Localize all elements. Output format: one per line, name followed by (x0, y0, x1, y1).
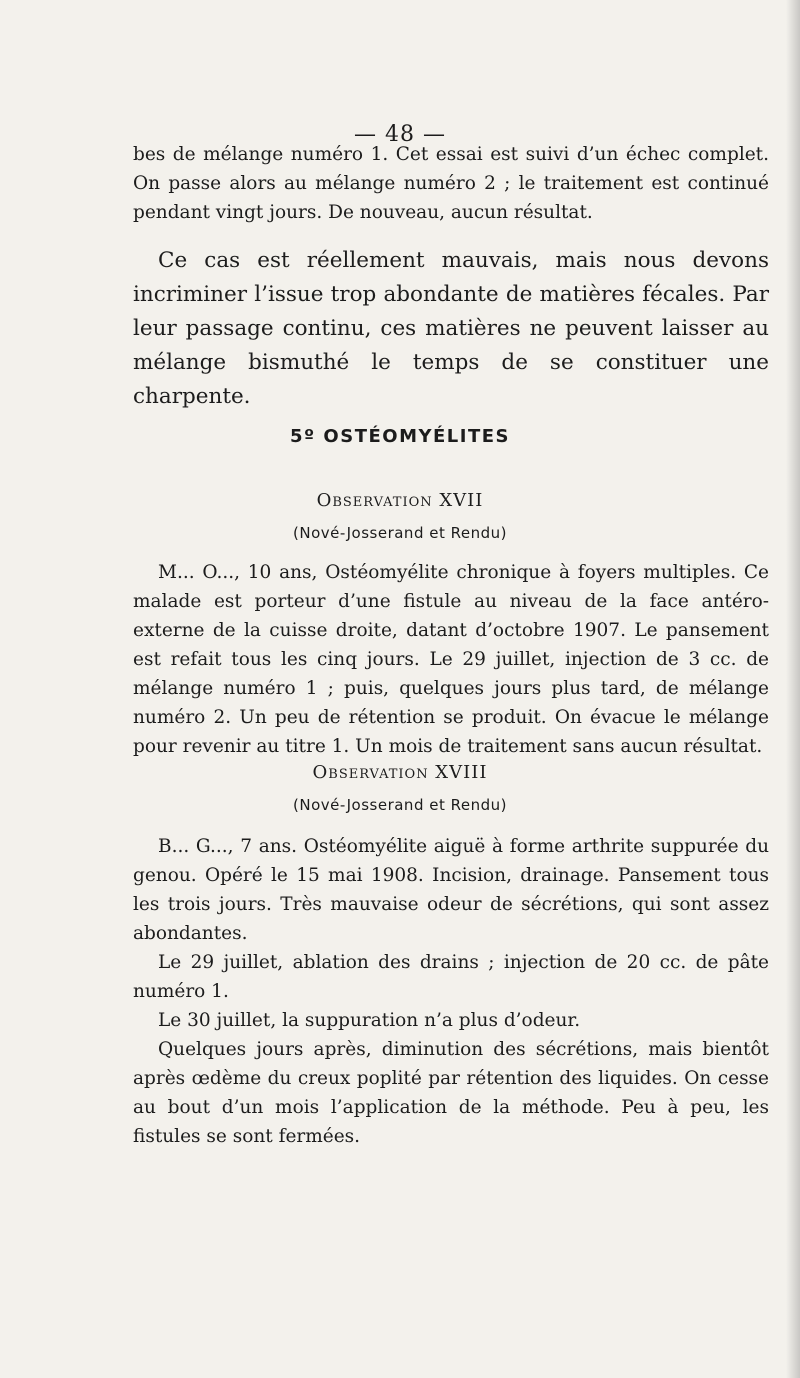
commentary-block (133, 244, 769, 414)
observation-17-title: Observation XVII (316, 490, 484, 511)
observation-18-paragraph-3: Le 30 juillet, la suppuration n’a plus d’odeur. (158, 1010, 581, 1031)
page-number: — 48 — (354, 122, 446, 147)
observation-18-source: (Nové-Josserand et Rendu) (293, 796, 507, 814)
observation-18-body (133, 832, 769, 1151)
observation-17-body (133, 558, 769, 761)
observation-18-title: Observation XVIII (312, 762, 488, 783)
intro-paragraph-block (133, 140, 769, 227)
observation-18-paragraph-2: Le 29 juillet, ablation des drains ; injection de 20 cc. de pâte numéro 1. (133, 952, 769, 1002)
section-title: 5º OSTÉOMYÉLITES (289, 426, 511, 447)
commentary-paragraph: Ce cas est réellement mauvais, mais nous devons incriminer l’issue trop abondante de matières fécales. Par leur passage continu, ces matières ne peuvent laisser au mélange bismuthé le temps de se constituer une charpente. (133, 248, 769, 409)
observation-17-source: (Nové-Josserand et Rendu) (293, 524, 507, 542)
intro-paragraph: bes de mélange numéro 1. Cet essai est suivi d’un échec complet. On passe alors au mélange numéro 2 ; le traitement est continué pendant vingt jours. De nouveau, aucun résultat. (133, 144, 769, 223)
observation-18-paragraph-4: Quelques jours après, diminution des sécrétions, mais bientôt après œdème du creux poplité par rétention des liquides. On cesse au bout d’un mois l’application de la méthode. Peu à peu, les fistules se sont fermées. (133, 1039, 769, 1147)
observation-17-paragraph: M... O..., 10 ans, Ostéomyélite chronique à foyers multiples. Ce malade est porteur d’une fistule au niveau de la face antéro-externe de la cuisse droite, datant d’octobre 1907. Le pansement est refait tous les cinq jours. Le 29 juillet, injection de 3 cc. de mélange numéro 1 ; puis, quelques jours plus tard, de mélange numéro 2. Un peu de rétention se produit. On évacue le mélange pour revenir au titre 1. Un mois de traitement sans aucun résultat. (133, 562, 769, 757)
observation-18-paragraph-1: B... G..., 7 ans. Ostéomyélite aiguë à forme arthrite suppurée du genou. Opéré le 15 mai 1908. Incision, drainage. Pansement tous les trois jours. Très mauvaise odeur de sécrétions, qui sont assez abondantes. (133, 836, 769, 944)
page-edge-shadow (786, 0, 800, 1378)
